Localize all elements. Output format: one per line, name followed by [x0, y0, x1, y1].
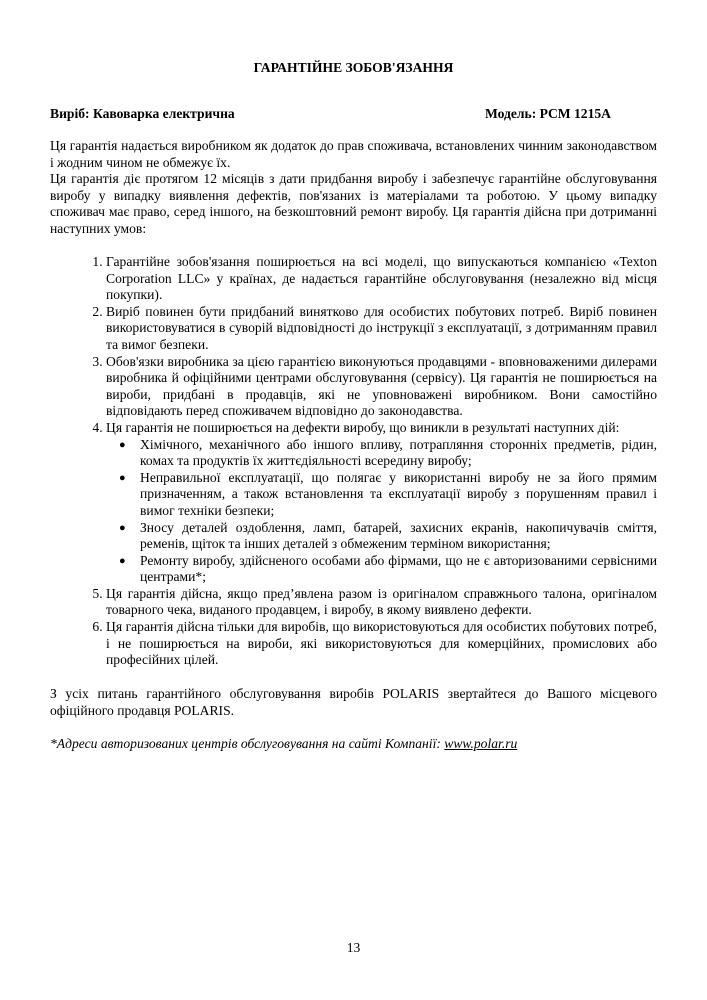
exclusion-item: [119, 519, 657, 553]
condition-text: Гарантійне зобов'язання поширюється на всі моделі, що випускаються компанією «Texton Corporation LLC» у країнах, де надається гарантійне обслуговування (незалежно від місця покупки).: [106, 254, 657, 303]
page-number: 13: [346, 940, 361, 955]
bullet-icon: ●: [119, 521, 126, 534]
intro-paragraph: Ця гарантія діє протягом 12 місяців з дати придбання виробу і забезпечує гарантійне обслуговування виробу у випадку виявлення дефектів, пов'язаних із матеріалами та роботою. У цьому випадку споживач має право, серед іншого, на безкоштовний ремонт виробу. Ця гарантія дійсна при дотриманні наступних умов:: [50, 171, 657, 236]
exclusion-item: [119, 552, 657, 586]
condition-item: [106, 619, 657, 669]
exclusion-text: Хімічного, механічного або іншого впливу, потрапляння сторонніх предметів, рідин, комах та продуктів їх життєдіяльності всередину виробу;: [140, 436, 657, 469]
condition-item: [106, 254, 657, 304]
condition-text: Ця гарантія не поширюється на дефекти виробу, що виникли в результаті наступних дій:: [106, 419, 620, 435]
condition-text: Обов'язки виробника за цією гарантією виконуються продавцями - вповноваженими дилерами виробника й офіційними центрами обслуговування (сервісу). Ця гарантія не поширюється на вироби, придбані в продавців, які не уповноважені виробником. Вони самостійно відповідають перед споживачем відповідно до законодавства.: [106, 353, 657, 419]
exclusion-item: [119, 469, 657, 520]
conditions-list: [50, 254, 657, 669]
bullet-icon: ●: [119, 554, 126, 567]
exclusion-item: [119, 436, 657, 470]
footnote-text: *Адреси авторизованих центрів обслуговування на сайті Компанії:: [50, 736, 445, 751]
website-link[interactable]: www.polar.ru: [444, 736, 518, 751]
condition-item: [106, 586, 657, 619]
footnote: [50, 736, 657, 753]
product-info: [50, 106, 658, 123]
exclusion-text: Ремонту виробу, здійсненого особами або фірмами, що не є авторизованими сервісними центрами*;: [140, 552, 657, 585]
condition-item: [106, 354, 657, 420]
condition-text: Ця гарантія дійсна тільки для виробів, що використовуються для особистих побутових потреб, і не поширюється на вироби, які використовуються для комерційних, промислових або професійних цілей.: [106, 619, 657, 668]
exclusions-list: [106, 437, 657, 586]
condition-text: Ця гарантія дійсна, якщо пред’явлена разом із оригіналом справжнього талона, оригіналом товарного чека, виданого продавцем, і виробу, в якому виявлено дефекти.: [106, 585, 657, 618]
page-title: ГАРАНТІЙНЕ ЗОБОВ'ЯЗАННЯ: [253, 60, 454, 75]
product-model: Модель: PCM 1215A: [484, 106, 611, 121]
intro-section: [50, 138, 657, 238]
contact-paragraph: З усіх питань гарантійного обслуговування виробів POLARIS звертайтеся до Вашого місцевого офіційного продавця POLARIS.: [50, 686, 657, 718]
intro-paragraph: Ця гарантія надається виробником як додаток до прав споживача, встановлених чинним законодавством і жодним чином не обмежує їх.: [50, 138, 657, 170]
bullet-icon: ●: [119, 471, 126, 484]
exclusion-text: Зносу деталей оздоблення, ламп, батарей, захисних екранів, накопичувачів сміття, ременів, щіток та інших деталей з обмеженим терміном використання;: [140, 519, 657, 552]
condition-text: Виріб повинен бути придбаний винятково для особистих побутових потреб. Виріб повинен використовуватися в суворій відповідності до інструкції з експлуатації, з дотриманням правил та вимог безпеки.: [106, 303, 657, 352]
exclusion-text: Неправильної експлуатації, що полягає у використанні виробу не за його прямим призначенням, а також встановлення та експлуатації виробу з порушенням правил і вимог техніки безпеки;: [140, 469, 657, 518]
condition-item: [106, 304, 657, 354]
product-label: Виріб: Кавоварка електрична: [50, 106, 235, 121]
condition-item: [106, 420, 657, 586]
bullet-icon: ●: [119, 438, 126, 451]
